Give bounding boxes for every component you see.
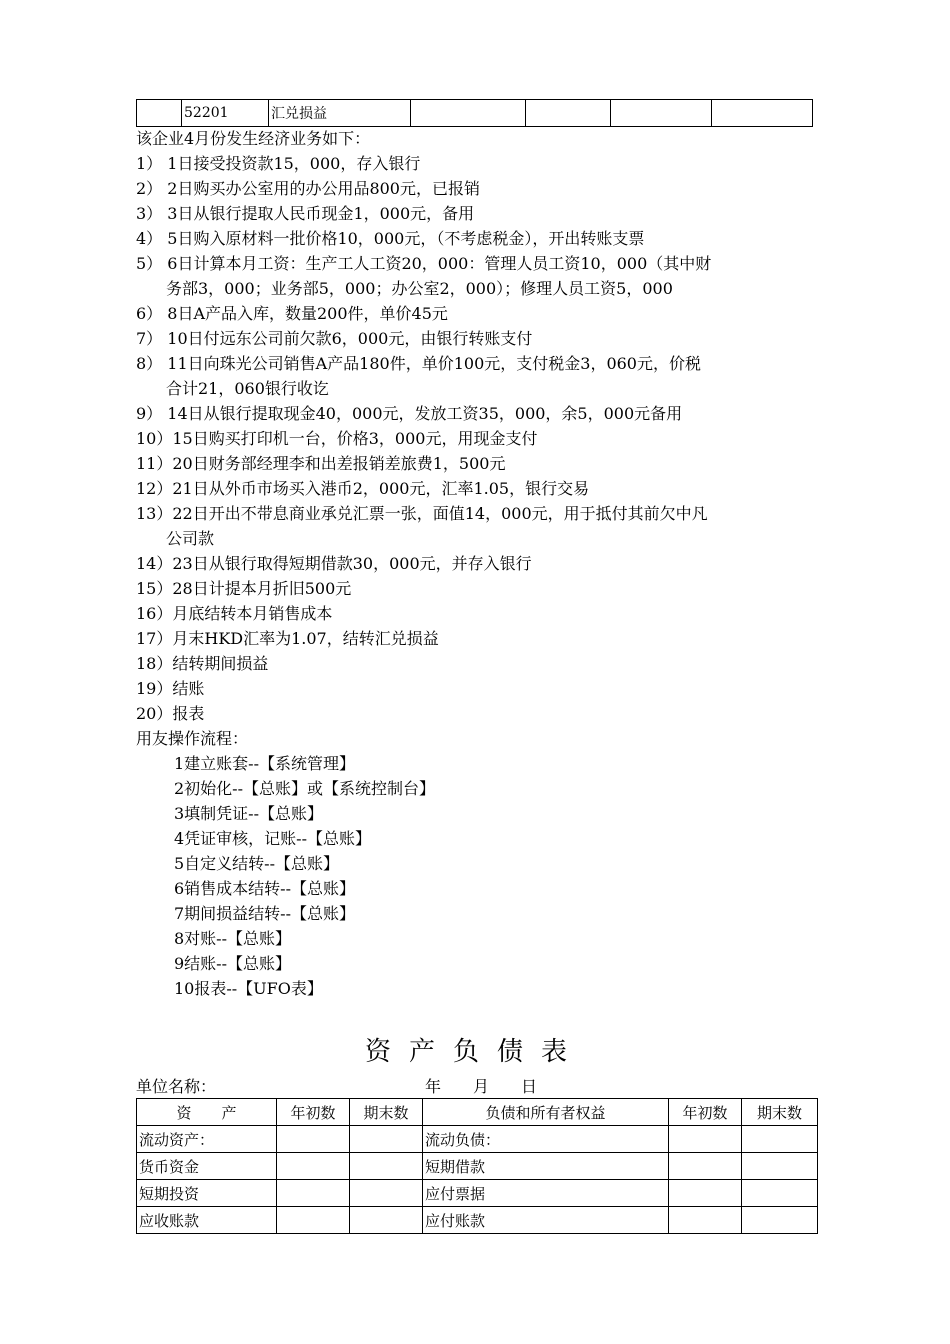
table-cell bbox=[277, 1153, 350, 1180]
intro-text: 该企业4月份发生经济业务如下： bbox=[136, 129, 371, 148]
flow-title: 用友操作流程： bbox=[136, 729, 249, 748]
table-row bbox=[137, 1126, 818, 1153]
list-item: 3） 3日从银行提取人民币现金1，000元，备用 bbox=[136, 204, 475, 223]
table-row bbox=[137, 1153, 818, 1180]
table-cell bbox=[742, 1153, 818, 1180]
list-item: 10）15日购买打印机一台，价格3，000元，用现金支付 bbox=[136, 429, 538, 448]
list-item: 11）20日财务部经理李和出差报销差旅费1，500元 bbox=[136, 454, 506, 473]
column-header-opening: 年初数 bbox=[669, 1099, 742, 1126]
account-name-cell: 汇兑损益 bbox=[269, 100, 411, 127]
list-item: 4） 5日购入原材料一批价格10，000元，（不考虑税金），开出转账支票 bbox=[136, 229, 645, 248]
liability-label: 应付票据 bbox=[423, 1180, 669, 1207]
month-label: 月 bbox=[473, 1077, 490, 1096]
table-cell bbox=[669, 1180, 742, 1207]
list-item-continuation: 公司款 bbox=[166, 529, 215, 548]
list-item: 13）22日开出不带息商业承兑汇票一张，面值14，000元，用于抵付其前欠中凡 bbox=[136, 504, 708, 523]
list-item: 5） 6日计算本月工资：生产工人工资20，000：管理人员工资10，000（其中财 bbox=[136, 254, 712, 273]
table-cell bbox=[350, 1153, 423, 1180]
liability-label: 短期借款 bbox=[423, 1153, 669, 1180]
list-item: 9） 14日从银行提取现金40，000元，发放工资35，000，余5，000元备用 bbox=[136, 404, 683, 423]
table-cell bbox=[669, 1153, 742, 1180]
list-item: 1） 1日接受投资款15，000，存入银行 bbox=[136, 154, 421, 173]
table-row bbox=[137, 1180, 818, 1207]
table-cell bbox=[742, 1126, 818, 1153]
liability-label: 流动负债： bbox=[423, 1126, 669, 1153]
list-item: 8） 11日向珠光公司销售A产品180件，单价100元，支付税金3，060元，价税 bbox=[136, 354, 701, 373]
flow-step: 6销售成本结转--【总账】 bbox=[174, 879, 355, 898]
list-item: 20）报表 bbox=[136, 704, 205, 723]
day-label: 日 bbox=[521, 1077, 538, 1096]
list-item-continuation: 合计21，060银行收讫 bbox=[166, 379, 329, 398]
unit-row bbox=[136, 1074, 826, 1098]
list-item: 6） 8日A产品入库，数量200件，单价45元 bbox=[136, 304, 448, 323]
list-item: 14）23日从银行取得短期借款30，000元，并存入银行 bbox=[136, 554, 532, 573]
list-item: 12）21日从外币市场买入港币2，000元，汇率1.05，银行交易 bbox=[136, 479, 590, 498]
table-cell bbox=[350, 1207, 423, 1234]
table-cell bbox=[611, 100, 712, 127]
column-header-closing: 期末数 bbox=[350, 1099, 423, 1126]
column-header-assets: 资 产 bbox=[137, 1099, 277, 1126]
list-item: 19）结账 bbox=[136, 679, 205, 698]
asset-label: 短期投资 bbox=[137, 1180, 277, 1207]
unit-name-label: 单位名称： bbox=[136, 1077, 217, 1096]
table-header-row bbox=[137, 1099, 818, 1126]
column-header-closing: 期末数 bbox=[742, 1099, 818, 1126]
table-cell bbox=[350, 1180, 423, 1207]
list-item: 17）月末HKD汇率为1.07，结转汇兑损益 bbox=[136, 629, 439, 648]
flow-step: 10报表--【UFO表】 bbox=[174, 979, 323, 998]
year-label: 年 bbox=[425, 1077, 442, 1096]
account-table bbox=[136, 99, 813, 127]
flow-step: 7期间损益结转--【总账】 bbox=[174, 904, 355, 923]
flow-step: 5自定义结转--【总账】 bbox=[174, 854, 339, 873]
table-cell bbox=[350, 1126, 423, 1153]
table-cell bbox=[742, 1180, 818, 1207]
column-header-opening: 年初数 bbox=[277, 1099, 350, 1126]
flow-step: 1建立账套--【系统管理】 bbox=[174, 754, 355, 773]
table-cell bbox=[137, 100, 182, 127]
table-cell bbox=[526, 100, 611, 127]
table-row bbox=[137, 100, 813, 127]
balance-sheet-table bbox=[136, 1098, 818, 1234]
table-row bbox=[137, 1207, 818, 1234]
asset-label: 货币资金 bbox=[137, 1153, 277, 1180]
flow-step: 3填制凭证--【总账】 bbox=[174, 804, 323, 823]
table-cell bbox=[277, 1180, 350, 1207]
table-cell bbox=[277, 1126, 350, 1153]
table-cell bbox=[411, 100, 526, 127]
balance-sheet-title: 资产负债表 bbox=[364, 1037, 585, 1067]
asset-label: 应收账款 bbox=[137, 1207, 277, 1234]
account-code-cell: 52201 bbox=[182, 100, 269, 127]
document-body bbox=[136, 126, 826, 1001]
table-cell bbox=[669, 1126, 742, 1153]
list-item: 2） 2日购买办公室用的办公用品800元，已报销 bbox=[136, 179, 480, 198]
list-item: 18）结转期间损益 bbox=[136, 654, 269, 673]
column-header-liabilities: 负债和所有者权益 bbox=[423, 1099, 669, 1126]
table-cell bbox=[712, 100, 813, 127]
flow-step: 2初始化--【总账】或【系统控制台】 bbox=[174, 779, 435, 798]
liability-label: 应付账款 bbox=[423, 1207, 669, 1234]
asset-label: 流动资产： bbox=[137, 1126, 277, 1153]
flow-step: 8对账--【总账】 bbox=[174, 929, 291, 948]
table-cell bbox=[742, 1207, 818, 1234]
flow-step: 9结账--【总账】 bbox=[174, 954, 291, 973]
list-item: 7） 10日付远东公司前欠款6，000元，由银行转账支付 bbox=[136, 329, 533, 348]
list-item-continuation: 务部3，000；业务部5，000；办公室2，000）；修理人员工资5，000 bbox=[166, 279, 673, 298]
table-cell bbox=[669, 1207, 742, 1234]
flow-step: 4凭证审核，记账--【总账】 bbox=[174, 829, 371, 848]
list-item: 15）28日计提本月折旧500元 bbox=[136, 579, 352, 598]
list-item: 16）月底结转本月销售成本 bbox=[136, 604, 333, 623]
table-cell bbox=[277, 1207, 350, 1234]
